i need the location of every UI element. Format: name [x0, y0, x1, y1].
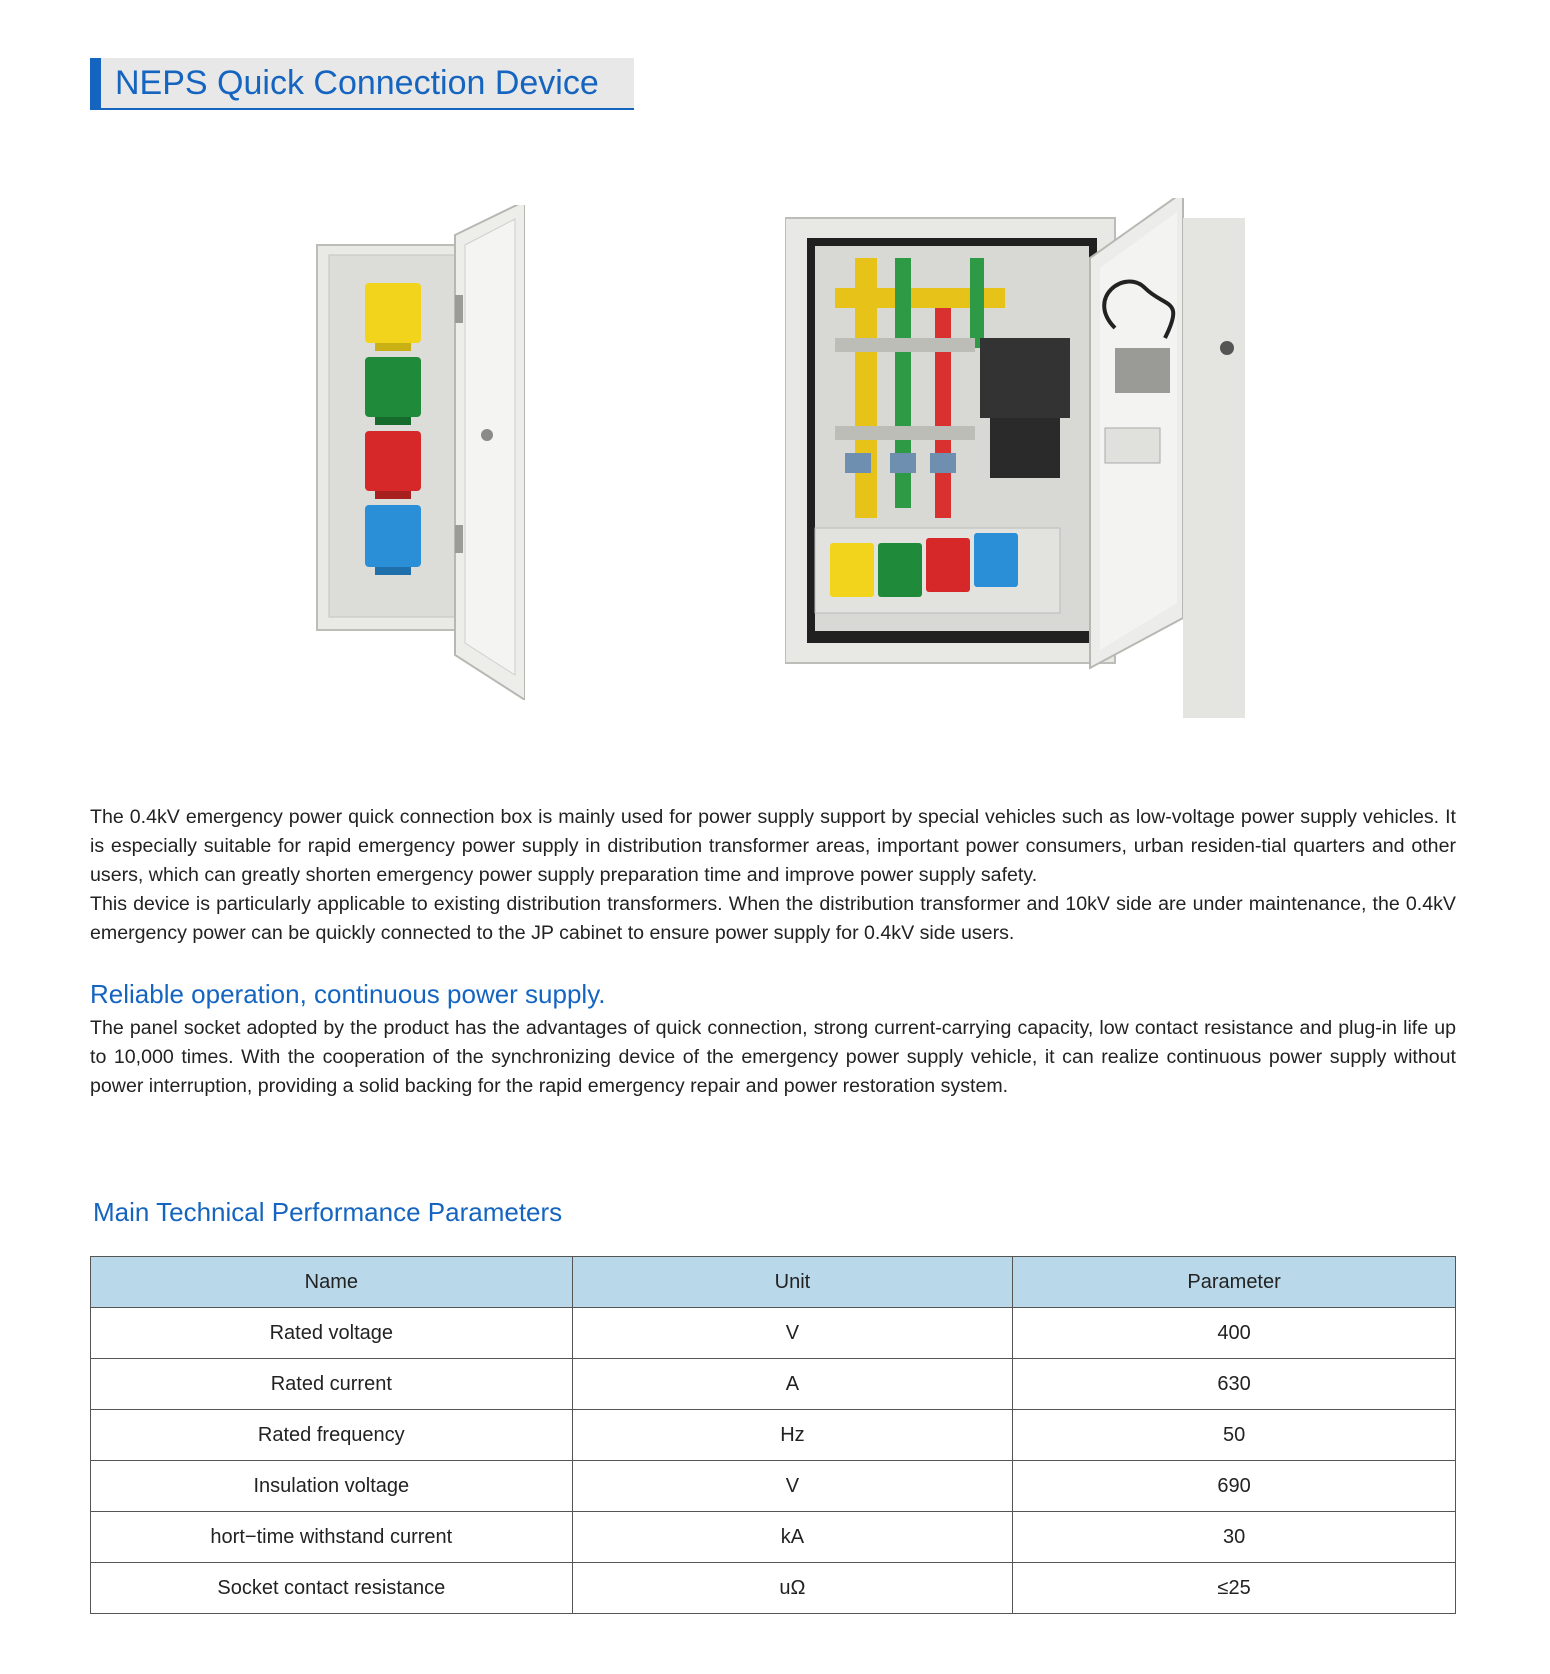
cell-parameter: ≤25 — [1013, 1563, 1456, 1614]
parameters-table — [90, 1256, 1456, 1614]
feature-heading: Reliable operation, continuous power supply. — [90, 979, 606, 1009]
intro-paragraph-2: This device is particularly applicable to existing distribution transformers. When the distribution transformer and 10kV side are under maintenance, the 0.4kV emergency power can be quickly connected to the JP cabinet to ensure power supply for 0.4kV side users. — [90, 893, 1456, 944]
intro-text — [90, 803, 1456, 948]
cell-unit: uΩ — [572, 1563, 1013, 1614]
table-row — [91, 1563, 1456, 1614]
table-header-row — [91, 1257, 1456, 1308]
cell-parameter: 30 — [1013, 1512, 1456, 1563]
title-bar — [90, 58, 634, 110]
cell-name: hort−time withstand current — [91, 1512, 573, 1563]
parameters-heading: Main Technical Performance Parameters — [93, 1197, 563, 1227]
cell-parameter: 50 — [1013, 1410, 1456, 1461]
cell-name: Rated frequency — [91, 1410, 573, 1461]
cell-unit: A — [572, 1359, 1013, 1410]
cell-name: Rated current — [91, 1359, 573, 1410]
cell-name: Insulation voltage — [91, 1461, 573, 1512]
cell-name: Socket contact resistance — [91, 1563, 573, 1614]
page-title: NEPS Quick Connection Device — [115, 64, 599, 102]
cell-name: Rated voltage — [91, 1308, 573, 1359]
cell-parameter: 690 — [1013, 1461, 1456, 1512]
narrow-cabinet-photo — [315, 205, 525, 700]
intro-paragraph-1: The 0.4kV emergency power quick connection box is mainly used for power supply support by special vehicles such as low-voltage power supply vehicles. It is especially suitable for rapid emergency power supply in distribution transformer areas, important power consumers, urban residen-tial quarters and other users, which can greatly shorten emergency power supply preparation time and improve power supply safety. — [90, 806, 1456, 886]
open-cabinet-photo — [785, 198, 1245, 718]
table-row — [91, 1359, 1456, 1410]
column-header-unit: Unit — [572, 1257, 1013, 1308]
cell-unit: V — [572, 1308, 1013, 1359]
table-row — [91, 1410, 1456, 1461]
cell-parameter: 400 — [1013, 1308, 1456, 1359]
column-header-parameter: Parameter — [1013, 1257, 1456, 1308]
cell-unit: V — [572, 1461, 1013, 1512]
table-row — [91, 1461, 1456, 1512]
table-row — [91, 1308, 1456, 1359]
feature-paragraph: The panel socket adopted by the product has the advantages of quick connection, strong current-carrying capacity, low contact resistance and plug-in life up to 10,000 times. With the cooperation of the synchronizing device of the emergency power supply vehicle, it can realize continuous power supply without power interruption, providing a solid backing for the rapid emergency repair and power restoration system. — [90, 1017, 1456, 1097]
cell-parameter: 630 — [1013, 1359, 1456, 1410]
cell-unit: kA — [572, 1512, 1013, 1563]
table-row — [91, 1512, 1456, 1563]
cell-unit: Hz — [572, 1410, 1013, 1461]
column-header-name: Name — [91, 1257, 573, 1308]
